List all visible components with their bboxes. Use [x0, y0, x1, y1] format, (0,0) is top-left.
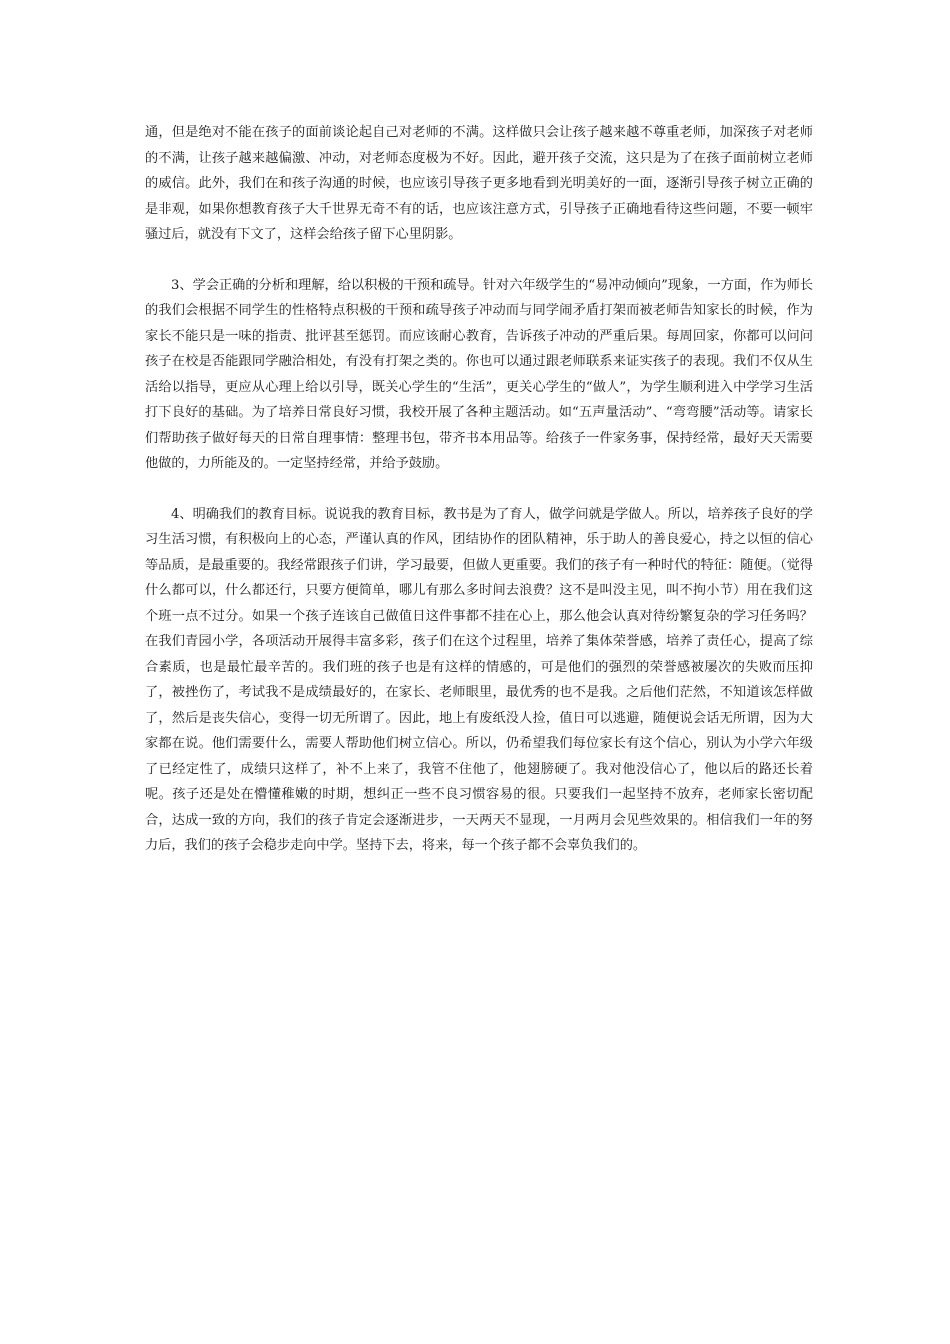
paragraph-item-3-guidance: 3、学会正确的分析和理解，给以积极的干预和疏导。针对六年级学生的“易冲动倾向”现象，一方面，作为师长的我们会根据不同学生的性格特点积极的干预和疏导孩子冲动而与同学闹矛盾打架而被老师告知家长的时候，作为家长不能只是一味的指责、批评甚至惩罚。而应该耐心教育，告诉孩子冲动的严重后果。每周回家，你都可以问问孩子在校是否能跟同学融洽相处，有没有打架之类的。你也可以通过跟老师联系来证实孩子的表现。我们不仅从生活给以指导，更应从心理上给以引导，既关心学生的“生活”，更关心学生的“做人”，为学生顺利进入中学学习生活打下良好的基础。为了培养日常良好习惯，我校开展了各种主题活动。如“五声量活动”、“弯弯腰”活动等。请家长们帮助孩子做好每天的日常自理事情：整理书包，带齐书本用品等。给孩子一件家务事，保持经常，最好天天需要他做的，力所能及的。一定坚持经常，并给予鼓励。	[145, 277, 813, 471]
document-page	[145, 120, 813, 859]
paragraph-respect-teachers: 通，但是绝对不能在孩子的面前谈论起自己对老师的不满。这样做只会让孩子越来越不尊重老师，加深孩子对老师的不满，让孩子越来越偏激、冲动，对老师态度极为不好。因此，避开孩子交流，这只是为了在孩子面前树立老师的威信。此外，我们在和孩子沟通的时候，也应该引导孩子更多地看到光明美好的一面，逐渐引导孩子树立正确的是非观，如果你想教育孩子大千世界无奇不有的话，也应该注意方式，引导孩子正确地看待这些问题，不要一顿牢骚过后，就没有下文了，这样会给孩子留下心里阴影。	[145, 125, 813, 242]
paragraph-item-4-education-goals: 4、明确我们的教育目标。说说我的教育目标，教书是为了育人，做学问就是学做人。所以，培养孩子良好的学习生活习惯，有积极向上的心态，严谨认真的作风，团结协作的团队精神，乐于助人的善良爱心，持之以恒的信心等品质，是最重要的。我经常跟孩子们讲，学习最要，但做人更重要。我们的孩子有一种时代的特征：随便。（觉得什么都可以，什么都还行，只要方便简单，哪儿有那么多时间去浪费？这不是叫没主见，叫不拘小节）用在我们这个班一点不过分。如果一个孩子连该自己做值日这件事都不挂在心上，那么他会认真对待纷繁复杂的学习任务吗？在我们青园小学，各项活动开展得丰富多彩，孩子们在这个过程里，培养了集体荣誉感，培养了责任心，提高了综合素质，也是最忙最辛苦的。我们班的孩子也是有这样的情感的，可是他们的强烈的荣誉感被屡次的失败而压抑了，被挫伤了，考试我不是成绩最好的，在家长、老师眼里，最优秀的也不是我。之后他们茫然，不知道该怎样做了，然后是丧失信心，变得一切无所谓了。因此，地上有废纸没人捡，值日可以逃避，随便说会话无所谓，因为大家都在说。他们需要什么，需要人帮助他们树立信心。所以，仍希望我们每位家长有这个信心，别认为小学六年级了已经定性了，成绩只这样了，补不上来了，我管不住他了，他翅膀硬了。我对他没信心了，他以后的路还长着呢。孩子还是处在懵懂稚嫩的时期，想纠正一些不良习惯容易的很。只要我们一起坚持不放弃，老师家长密切配合，达成一致的方向，我们的孩子肯定会逐渐进步，一天两天不显现，一月两月会见些效果的。相信我们一年的努力后，我们的孩子会稳步走向中学。坚持下去，将来，每一个孩子都不会辜负我们的。	[145, 506, 813, 853]
